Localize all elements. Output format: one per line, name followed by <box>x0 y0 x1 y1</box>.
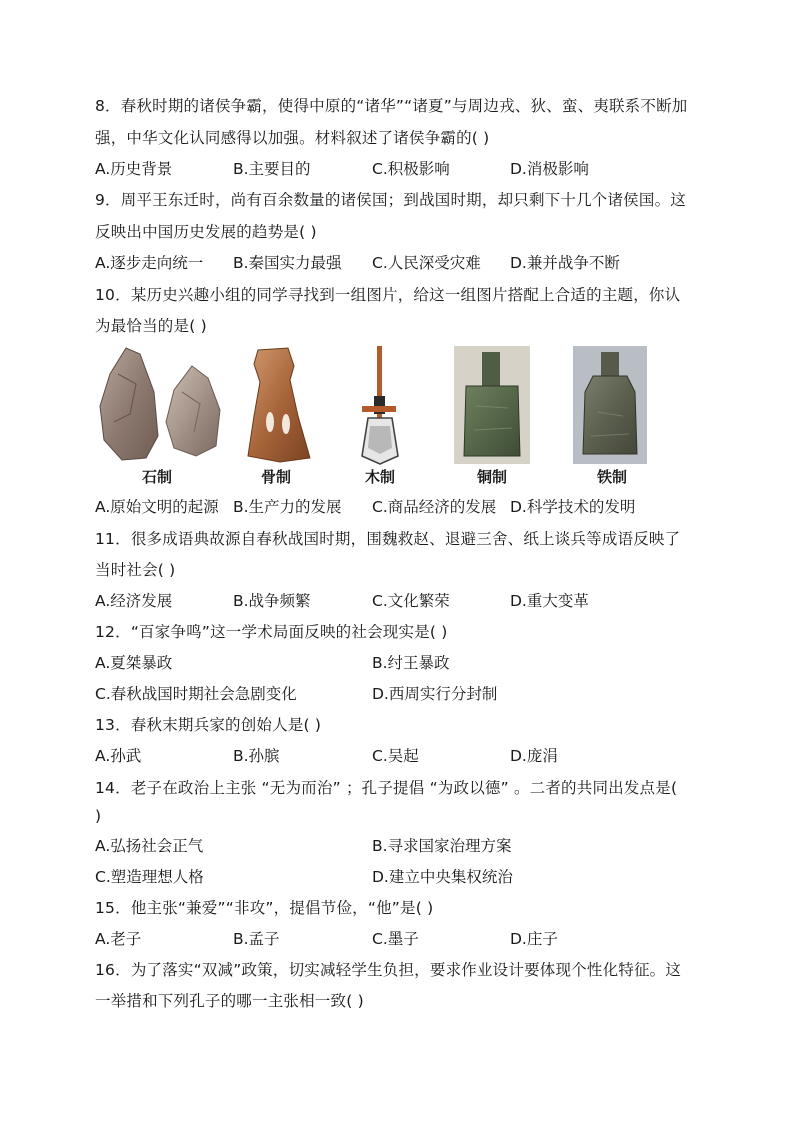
caption-wood: 木制 <box>365 468 396 486</box>
q14-stem-line2: ) <box>95 807 102 825</box>
q12-option-b[interactable]: B.纣王暴政 <box>372 654 450 672</box>
q15-option-d[interactable]: D.庄子 <box>510 930 558 948</box>
q14-option-a[interactable]: A.弘扬社会正气 <box>95 837 204 855</box>
q13-option-d[interactable]: D.庞涓 <box>510 747 558 765</box>
q8-option-a[interactable]: A.历史背景 <box>95 160 173 178</box>
q8-option-c[interactable]: C.积极影响 <box>372 160 450 178</box>
q9-stem-line1: 9．周平王东迁时，尚有百余数量的诸侯国；到战国时期，却只剩下十几个诸侯国。这 <box>95 191 686 209</box>
q8-option-b[interactable]: B.主要目的 <box>233 160 311 178</box>
q11-option-b[interactable]: B.战争频繁 <box>233 592 311 610</box>
q12-option-c[interactable]: C.春秋战国时期社会急剧变化 <box>95 685 297 703</box>
caption-bronze: 铜制 <box>477 468 508 486</box>
q14-option-c[interactable]: C.塑造理想人格 <box>95 868 204 886</box>
stone-tool-image <box>96 344 226 464</box>
q15-option-c[interactable]: C.墨子 <box>372 930 419 948</box>
bone-tool-image <box>240 346 314 464</box>
q14-stem-line1: 14．老子在政治上主张 “无为而治” ；孔子提倡 “为政以德” 。二者的共同出发点是( <box>95 779 678 797</box>
q9-option-a[interactable]: A.逐步走向统一 <box>95 254 204 272</box>
q13-option-b[interactable]: B.孙膑 <box>233 747 280 765</box>
q12-option-d[interactable]: D.西周实行分封制 <box>372 685 498 703</box>
q10-option-b[interactable]: B.生产力的发展 <box>233 498 342 516</box>
q11-option-d[interactable]: D.重大变革 <box>510 592 589 610</box>
caption-iron: 铁制 <box>597 468 628 486</box>
q13-option-c[interactable]: C.吴起 <box>372 747 419 765</box>
q10-option-d[interactable]: D.科学技术的发明 <box>510 498 636 516</box>
q11-stem-line1: 11．很多成语典故源自春秋战国时期，围魏救赵、退避三舍、纸上谈兵等成语反映了 <box>95 530 681 548</box>
q11-stem-line2: 当时社会( ) <box>95 561 176 579</box>
q11-option-c[interactable]: C.文化繁荣 <box>372 592 450 610</box>
q12-stem: 12．“百家争鸣”这一学术局面反映的社会现实是( ) <box>95 623 448 641</box>
caption-stone: 石制 <box>142 468 173 486</box>
wooden-tool-image <box>354 344 406 466</box>
q8-option-d[interactable]: D.消极影响 <box>510 160 589 178</box>
q15-stem: 15．他主张“兼爱”“非攻”，提倡节俭，“他”是( ) <box>95 899 434 917</box>
bronze-tool-image <box>454 346 530 464</box>
q15-option-a[interactable]: A.老子 <box>95 930 142 948</box>
caption-bone: 骨制 <box>261 468 292 486</box>
q8-stem-line2: 强，中华文化认同感得以加强。材料叙述了诸侯争霸的( ) <box>95 129 490 147</box>
q10-stem-line2: 为最恰当的是( ) <box>95 317 207 335</box>
q8-stem-line1: 8．春秋时期的诸侯争霸，使得中原的“诸华”“诸夏”与周边戎、狄、蛮、夷联系不断加 <box>95 97 688 115</box>
q16-stem-line2: 一举措和下列孔子的哪一主张相一致( ) <box>95 992 364 1010</box>
q16-stem-line1: 16．为了落实“双减”政策，切实减轻学生负担，要求作业设计要体现个性化特征。这 <box>95 961 682 979</box>
q10-stem-line1: 10．某历史兴趣小组的同学寻找到一组图片，给这一组图片搭配上合适的主题，你认 <box>95 286 681 304</box>
q10-option-a[interactable]: A.原始文明的起源 <box>95 498 219 516</box>
q10-option-c[interactable]: C.商品经济的发展 <box>372 498 497 516</box>
q14-option-d[interactable]: D.建立中央集权统治 <box>372 868 513 886</box>
q9-option-b[interactable]: B.秦国实力最强 <box>233 254 342 272</box>
q9-option-c[interactable]: C.人民深受灾难 <box>372 254 481 272</box>
q11-option-a[interactable]: A.经济发展 <box>95 592 173 610</box>
iron-tool-image <box>573 346 647 464</box>
q13-option-a[interactable]: A.孙武 <box>95 747 142 765</box>
q13-stem: 13．春秋末期兵家的创始人是( ) <box>95 716 322 734</box>
q15-option-b[interactable]: B.孟子 <box>233 930 280 948</box>
q9-option-d[interactable]: D.兼并战争不断 <box>510 254 620 272</box>
q9-stem-line2: 反映出中国历史发展的趋势是( ) <box>95 223 317 241</box>
q12-option-a[interactable]: A.夏桀暴政 <box>95 654 173 672</box>
q14-option-b[interactable]: B.寻求国家治理方案 <box>372 837 512 855</box>
